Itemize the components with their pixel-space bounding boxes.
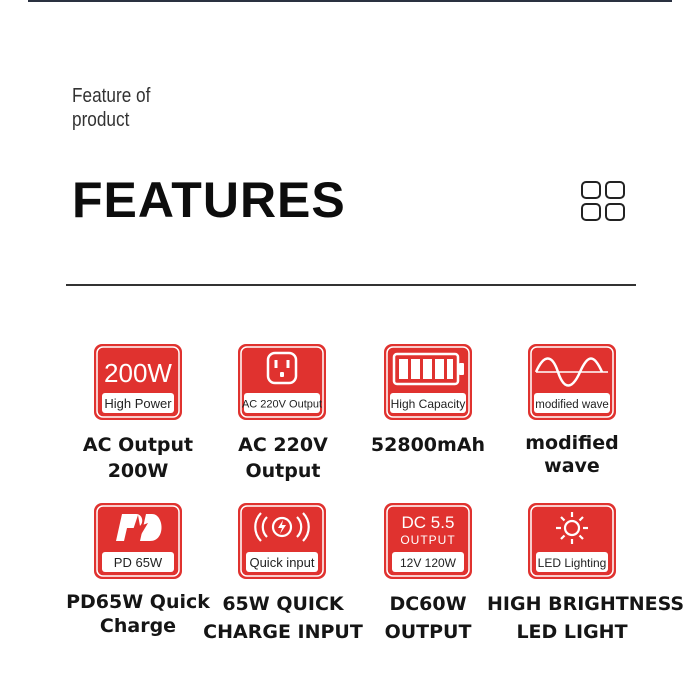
caption-line-2: Charge: [99, 615, 177, 637]
page-title: FEATURES: [72, 172, 346, 228]
feature-badge-pd65w: [94, 503, 182, 579]
caption-line-2: LED LIGHT: [516, 621, 628, 643]
caption-line-2: 200W: [107, 460, 169, 482]
badge-label-led: LED Lighting: [537, 556, 607, 570]
feature-badge-high-power: [94, 344, 182, 420]
top-rule: [28, 0, 672, 2]
subtitle-line-1: Feature of: [72, 85, 151, 107]
caption-line-1: modified: [525, 432, 619, 454]
section-divider: [66, 284, 636, 286]
badge-label-pd65w: PD 65W: [113, 555, 163, 570]
badge-label-quick-input: Quick input: [249, 555, 315, 570]
badge-watt-text: 200W: [104, 358, 172, 388]
caption-led-light: [487, 590, 685, 646]
badge-label-modified-wave: modified wave: [535, 399, 609, 411]
feature-badge-ac220: [238, 344, 326, 420]
badge-output-label: OUTPUT: [400, 533, 456, 547]
caption-line-1: DC60W: [389, 593, 467, 615]
caption-line-1: HIGH BRIGHTNESS: [487, 593, 685, 615]
badge-label-ac220: AC 220V Output: [241, 398, 323, 411]
caption-modified-wave: [487, 432, 657, 478]
caption-line-1: PD65W Quick: [66, 591, 210, 613]
feature-badge-quick-input: [238, 503, 326, 579]
caption-line-1: AC Output: [82, 434, 194, 456]
caption-line-2: CHARGE INPUT: [203, 621, 363, 643]
caption-line-2: Output: [245, 460, 321, 482]
badge-label-high-power: High Power: [104, 396, 172, 411]
feature-badge-modified-wave: [528, 344, 616, 420]
feature-badge-dc-output: [384, 503, 472, 579]
caption-line-2: wave: [544, 455, 600, 477]
subtitle-line-2: product: [72, 109, 130, 131]
badge-label-dc-voltage: 12V 120W: [399, 556, 457, 570]
badge-label-high-capacity: High Capacity: [390, 397, 466, 411]
feature-badge-high-capacity: [384, 344, 472, 420]
caption-line-1: AC 220V: [238, 434, 328, 456]
caption-line-1: 65W QUICK: [222, 593, 344, 615]
feature-badge-led-lighting: [528, 503, 616, 579]
caption-line-2: OUTPUT: [384, 621, 472, 643]
badge-dc-label: DC 5.5: [401, 513, 455, 532]
section-subtitle: [72, 84, 150, 132]
grid-icon: [580, 180, 626, 222]
caption-line-1: 52800mAh: [370, 434, 486, 456]
